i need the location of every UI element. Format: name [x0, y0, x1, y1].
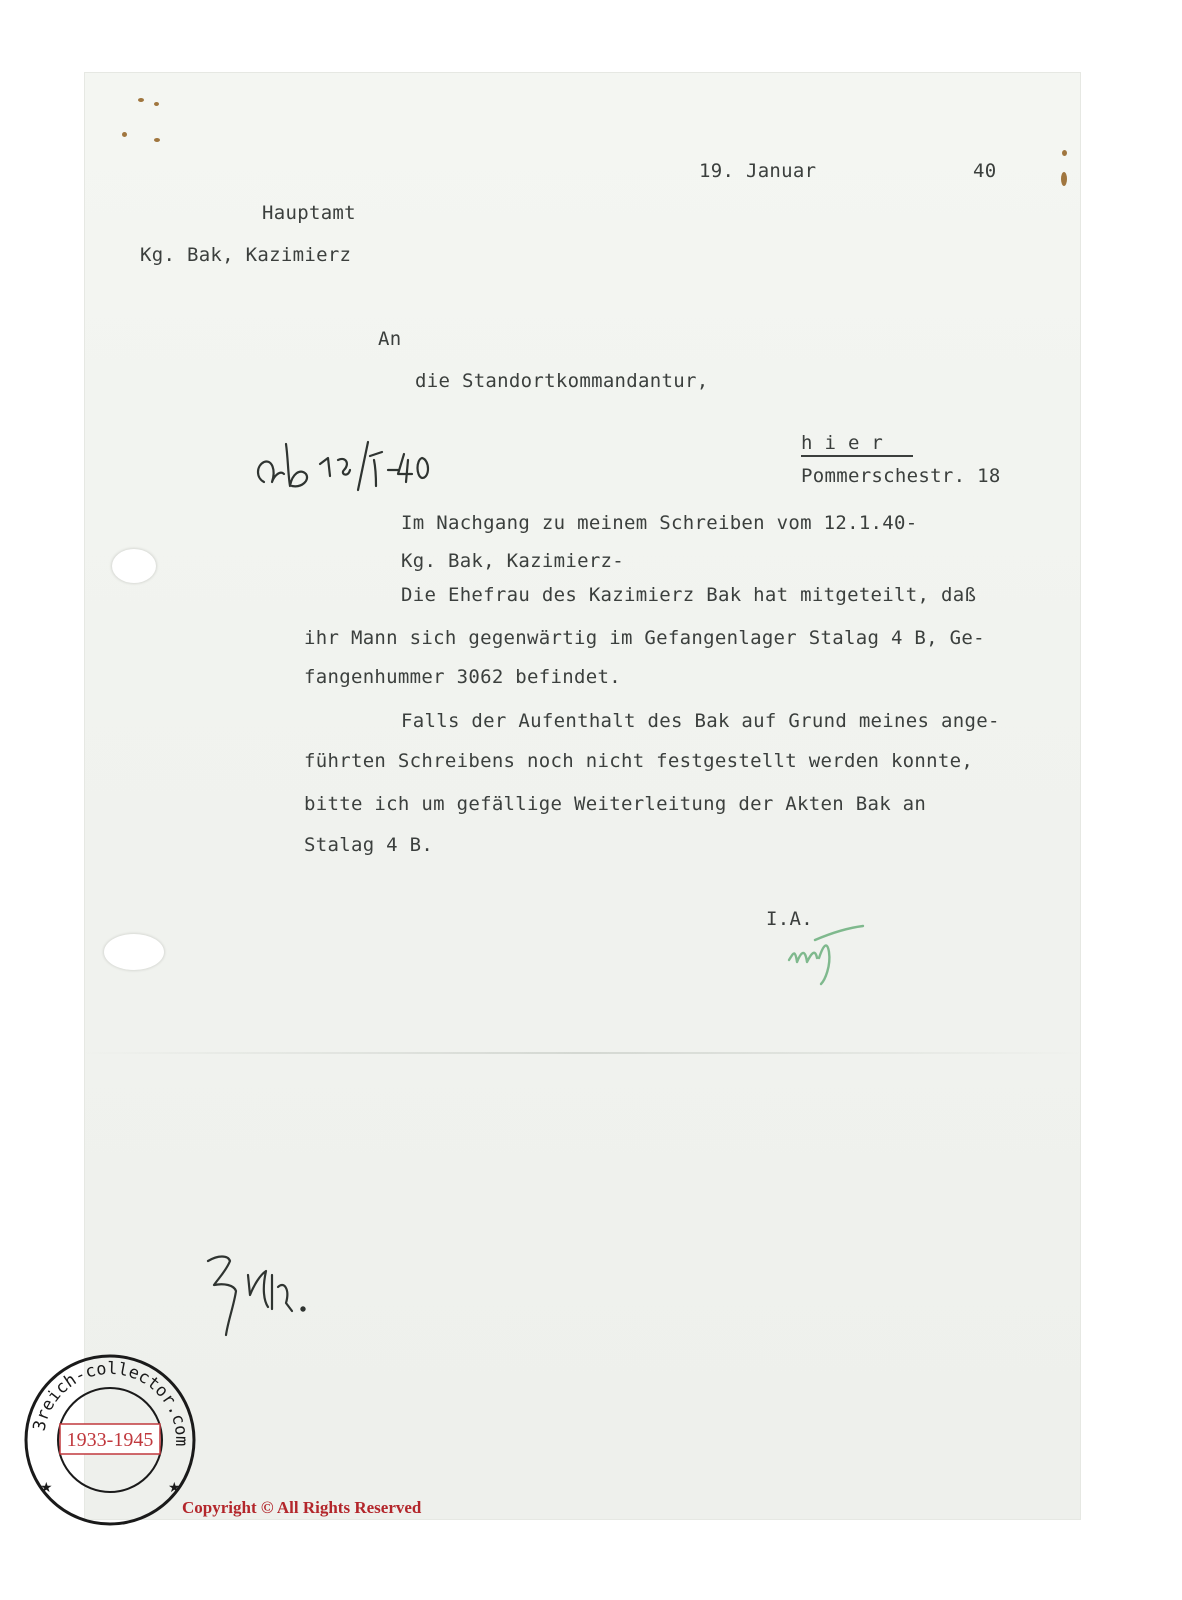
body-line-9: Stalag 4 B.	[304, 834, 434, 856]
rust-mark	[1062, 150, 1067, 156]
closing-ia: I.A.	[766, 908, 813, 930]
collector-stamp	[22, 1352, 198, 1528]
body-line-7: führten Schreibens noch nicht festgestellt werden konnte,	[304, 750, 974, 772]
stamp-star-right: ★	[168, 1480, 181, 1496]
body-line-8: bitte ich um gefällige Weiterleitung der Akten Bak an	[304, 793, 927, 815]
green-signature	[785, 918, 875, 990]
body-line-6: Falls der Aufenthalt des Bak auf Grund meines ange-	[401, 710, 1000, 732]
body-line-1: Im Nachgang zu meinem Schreiben vom 12.1.40-	[401, 512, 918, 534]
date-day-month: 19. Januar	[699, 160, 817, 182]
rust-mark	[154, 102, 159, 106]
location-hier: h i e r	[801, 432, 913, 457]
handwritten-margin-note	[250, 430, 440, 500]
date-year: 40	[973, 160, 997, 182]
reference-line: Kg. Bak, Kazimierz	[140, 244, 352, 266]
street-address: Pommerschestr. 18	[801, 465, 1001, 487]
body-line-5: fangenhummer 3062 befindet.	[304, 666, 621, 688]
salutation-an: An	[378, 328, 402, 350]
punch-hole-bottom	[104, 934, 164, 970]
rust-mark	[122, 132, 127, 137]
body-line-4: ihr Mann sich gegenwärtig im Gefangenlager Stalag 4 B, Ge-	[304, 627, 985, 649]
rust-mark	[154, 138, 160, 142]
body-line-2: Kg. Bak, Kazimierz-	[401, 550, 625, 572]
recipient-line: die Standortkommandantur,	[415, 370, 709, 392]
punch-hole-top	[112, 549, 156, 583]
stamp-ring-text: 3reich-collector.com	[29, 1358, 192, 1447]
pencil-initials	[200, 1245, 320, 1345]
body-line-3: Die Ehefrau des Kazimierz Bak hat mitgeteilt, daß	[401, 584, 977, 606]
stamp-star-left: ★	[40, 1480, 53, 1496]
rust-mark	[1061, 172, 1067, 186]
stamp-years: 1933-1945	[66, 1429, 154, 1451]
rust-mark	[138, 98, 144, 102]
office-line: Hauptamt	[262, 202, 356, 224]
paper-fold-line	[84, 1052, 1081, 1054]
copyright-notice: Copyright © All Rights Reserved	[182, 1498, 422, 1517]
